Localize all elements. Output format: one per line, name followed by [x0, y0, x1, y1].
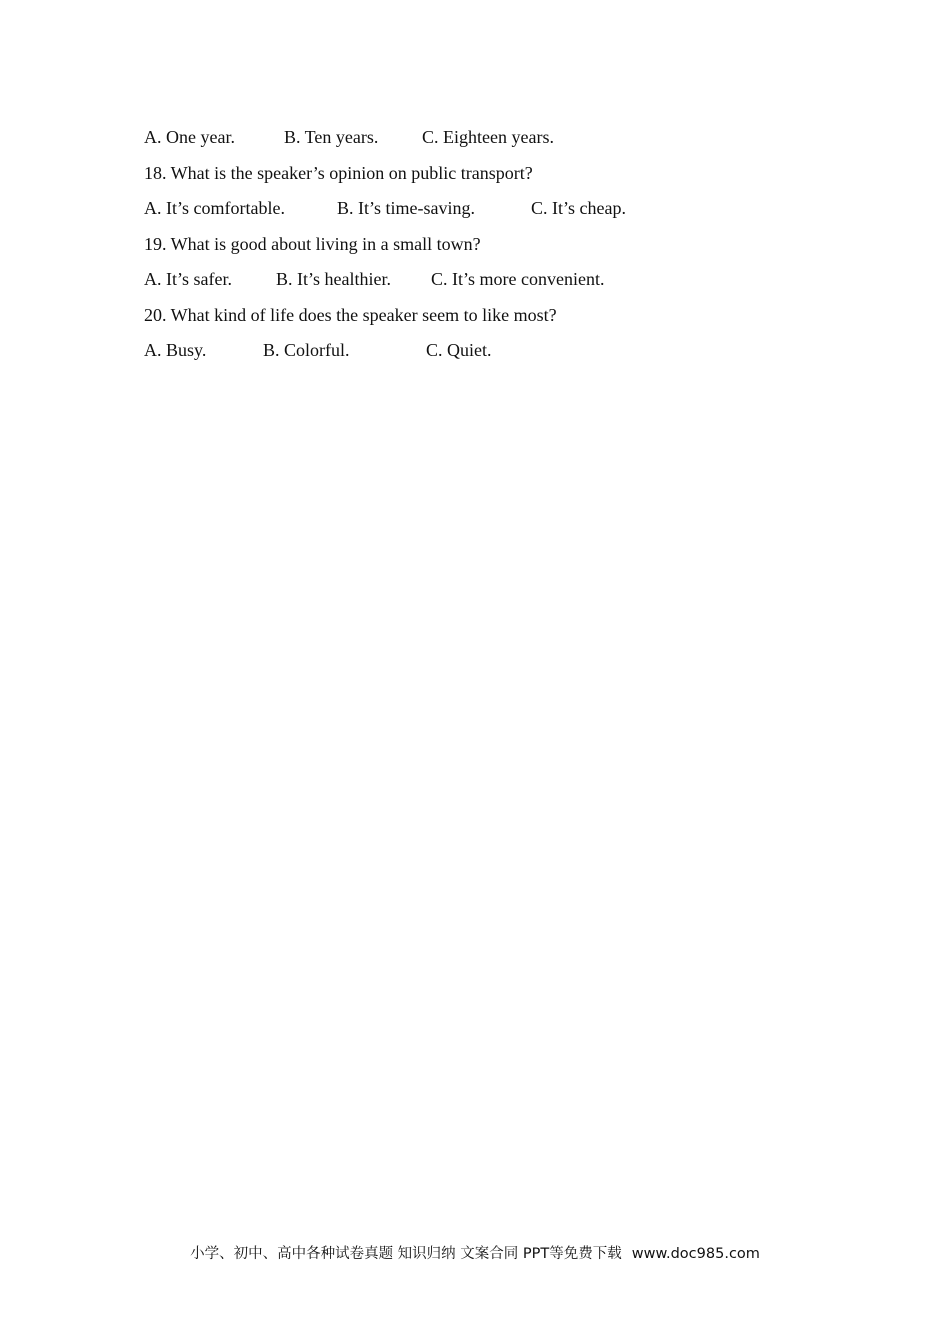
q19-question: 19. What is good about living in a small town? [144, 233, 481, 254]
q17-option-a: A. One year. [144, 127, 235, 147]
q18-option-a: A. It’s comfortable. [144, 198, 285, 218]
q19-option-c: C. It’s more convenient. [431, 269, 605, 289]
page-footer [0, 1243, 950, 1265]
footer-text: 小学、初中、高中各种试卷真题 知识归纳 文案合同 PPT等免费下载 [190, 1246, 622, 1262]
question-list [144, 124, 824, 373]
q19-option-b: B. It’s healthier. [276, 269, 391, 289]
q20-question-row [144, 302, 824, 338]
footer-site-link[interactable]: www.doc985.com [631, 1246, 760, 1262]
q20-option-a: A. Busy. [144, 340, 207, 360]
q17-option-b: B. Ten years. [284, 127, 379, 147]
q17-options-row [144, 124, 824, 160]
q17-option-c: C. Eighteen years. [422, 127, 554, 147]
q20-option-c: C. Quiet. [426, 340, 492, 360]
q19-option-a: A. It’s safer. [144, 269, 232, 289]
q18-option-b: B. It’s time-saving. [337, 198, 475, 218]
q19-options-row [144, 266, 824, 302]
q19-question-row [144, 231, 824, 267]
q20-option-b: B. Colorful. [263, 340, 350, 360]
q18-options-row [144, 195, 824, 231]
q18-question-row [144, 160, 824, 196]
q18-question: 18. What is the speaker’s opinion on public transport? [144, 162, 533, 183]
q20-options-row [144, 337, 824, 373]
q18-option-c: C. It’s cheap. [531, 198, 626, 218]
q20-question: 20. What kind of life does the speaker seem to like most? [144, 304, 557, 325]
